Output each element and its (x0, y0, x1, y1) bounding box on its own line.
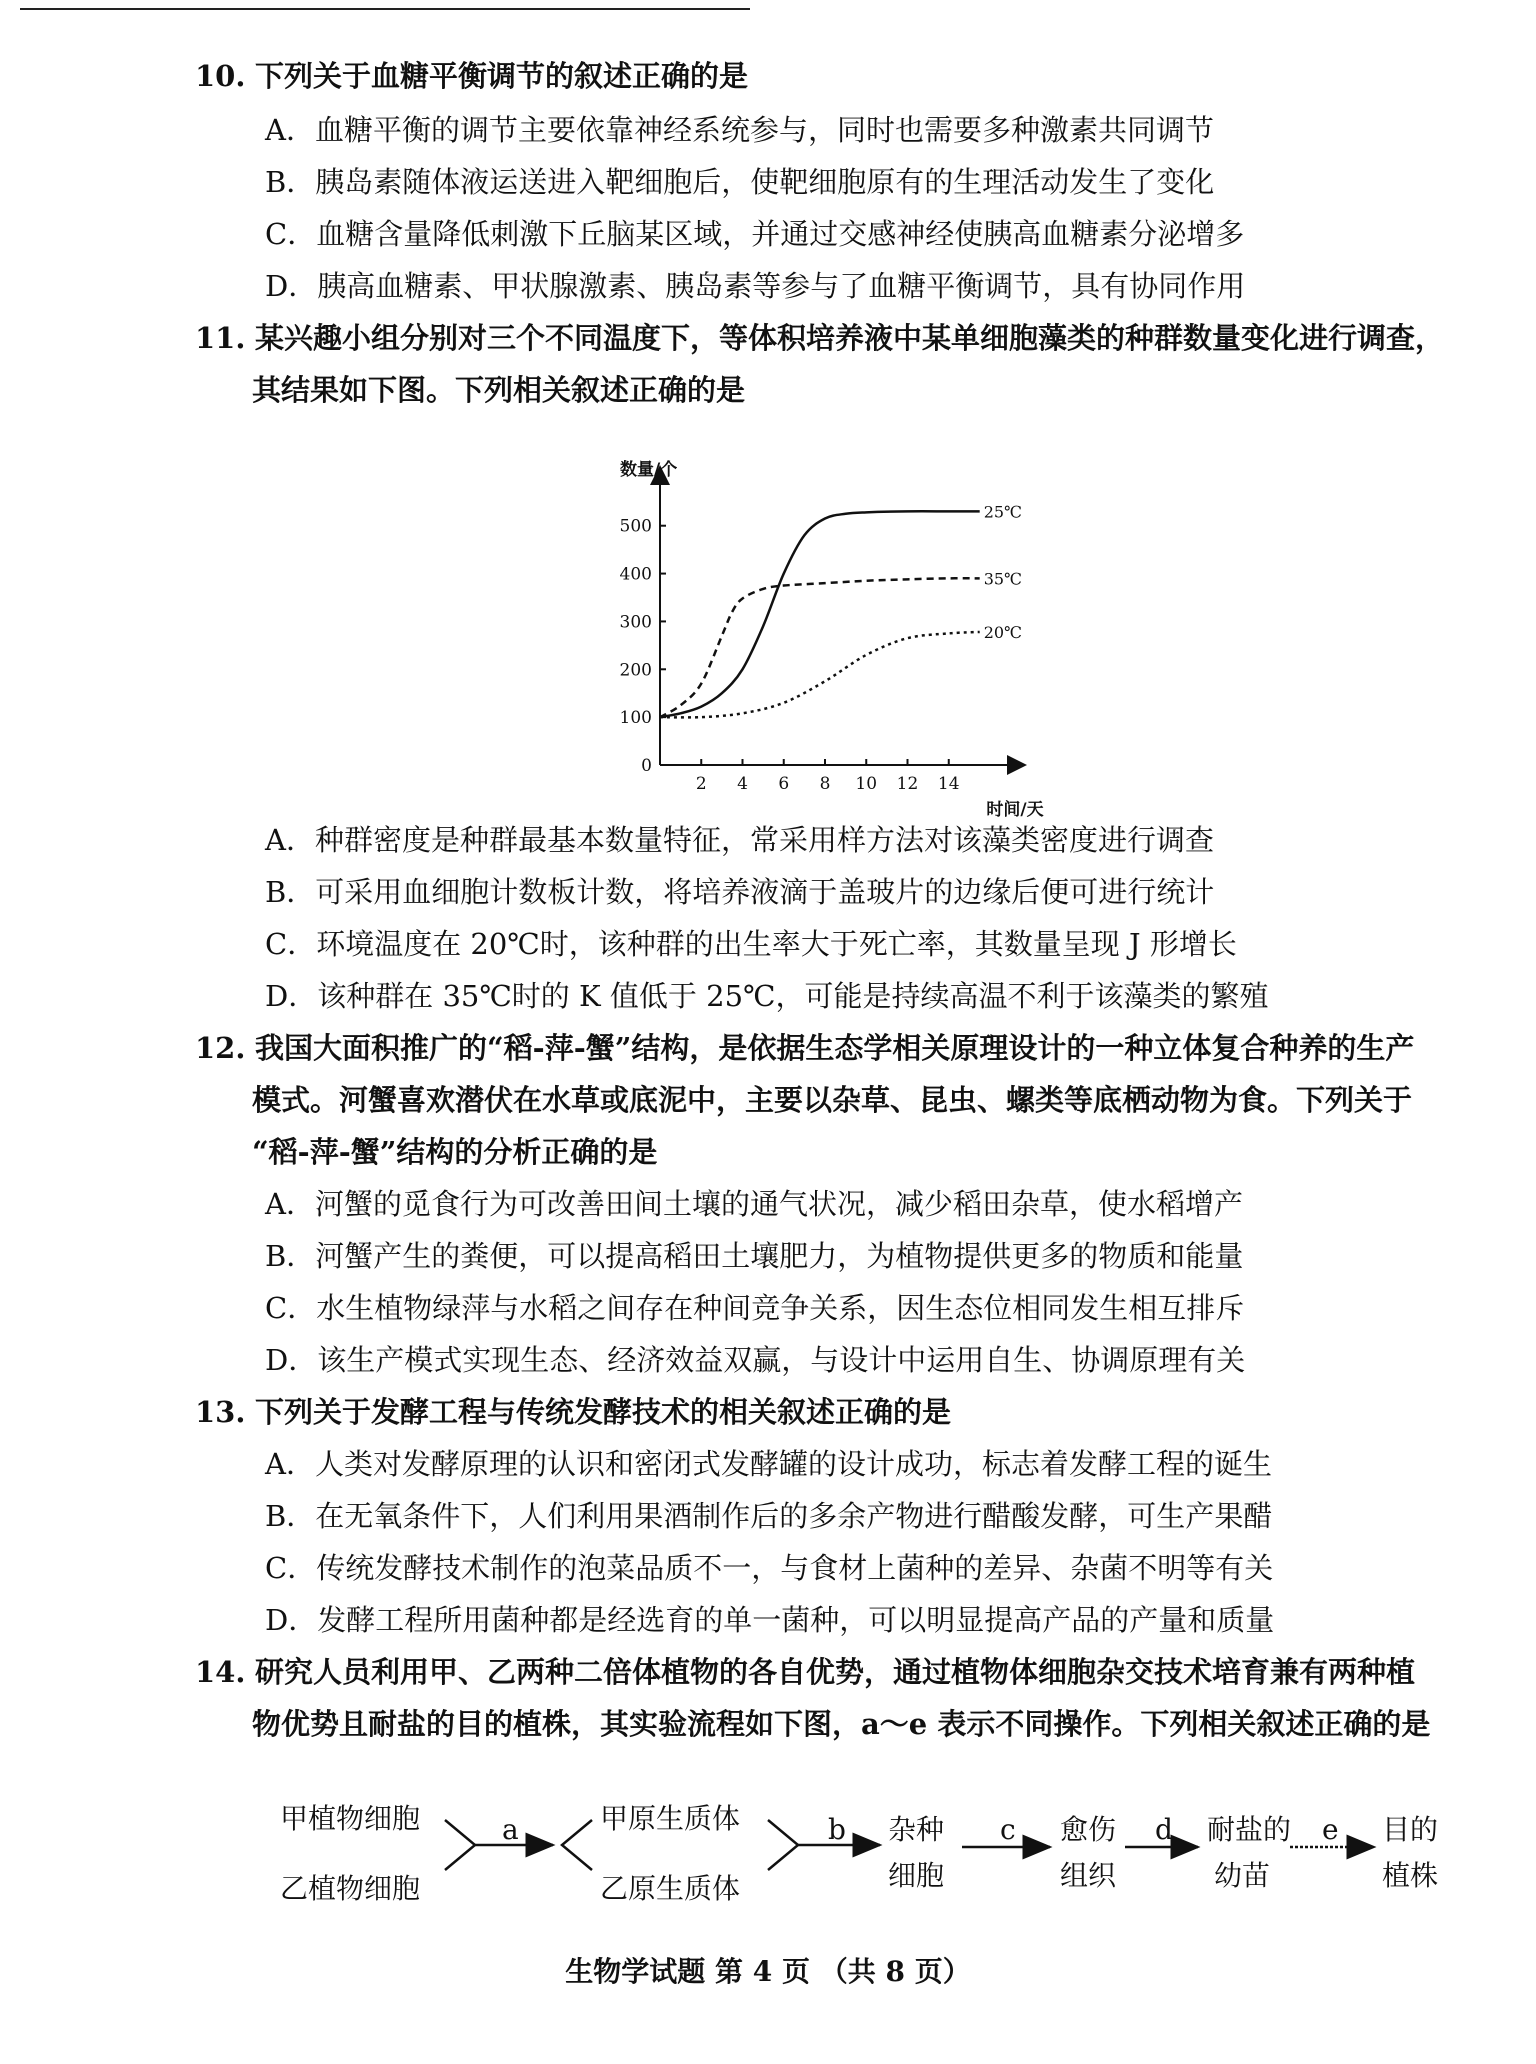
q12-stem-line1: 我国大面积推广的“稻-萍-蟹”结构，是依据生态学相关原理设计的一种立体复合种养的生产 (255, 1031, 1415, 1065)
cell-a-label: 甲植物细胞 (280, 1802, 421, 1835)
fusion-flowchart-svg (270, 1795, 1439, 1925)
q13-option-b: B．在无氧条件下，人们利用果酒制作后的多余产物进行醋酸发酵，可生产果醋 (265, 1499, 1273, 1533)
q12-number: 12. (195, 1031, 246, 1065)
q11-option-d: D．该种群在 35℃时的 K 值低于 25℃，可能是持续高温不利于该藻类的繁殖 (265, 979, 1269, 1013)
y-tick-label: 200 (619, 660, 652, 681)
q13-option-c: C．传统发酵技术制作的泡菜品质不一，与食材上菌种的差异、杂菌不明等有关 (265, 1551, 1274, 1585)
q10-number: 10. (195, 59, 246, 93)
y-tick-label: 400 (619, 564, 652, 585)
x-tick-label: 4 (737, 774, 748, 794)
q11-number: 11. (195, 321, 246, 355)
series-line-25℃ (660, 511, 980, 717)
x-tick-label: 12 (896, 774, 919, 794)
y-axis-label: 数量/个 (620, 460, 678, 480)
q12-option-d: D．该生产模式实现生态、经济效益双赢，与设计中运用自生、协调原理有关 (265, 1343, 1246, 1377)
q10-option-d: D．胰高血糖素、甲状腺激素、胰岛素等参与了血糖平衡调节，具有协同作用 (265, 269, 1246, 303)
q10-option-b: B．胰岛素随体液运送进入靶细胞后，使靶细胞原有的生理活动发生了变化 (265, 165, 1215, 199)
target-plant-label-2: 植株 (1382, 1859, 1439, 1892)
step-b-label: b (828, 1813, 846, 1846)
population-chart (565, 460, 1065, 820)
fusion-flowchart (270, 1795, 1439, 1929)
q10-stem (195, 58, 748, 94)
q13-stem (195, 1394, 951, 1430)
cell-b-label: 乙植物细胞 (280, 1872, 421, 1905)
q14-stem-line2: 物优势且耐盐的目的植株，其实验流程如下图，a～e 表示不同操作。下列相关叙述正确的是 (252, 1707, 1431, 1741)
y-tick-label: 500 (619, 516, 652, 537)
step-d-label: d (1155, 1813, 1173, 1846)
protoplast-b-label: 乙原生质体 (600, 1872, 741, 1905)
q12-option-c: C．水生植物绿萍与水稻之间存在种间竞争关系，因生态位相同发生相互排斥 (265, 1291, 1245, 1325)
q12-option-a: A．河蟹的觅食行为可改善田间土壤的通气状况，减少稻田杂草，使水稻增产 (265, 1187, 1243, 1221)
split-bracket (562, 1820, 592, 1870)
q10-option-c: C．血糖含量降低刺激下丘脑某区域，并通过交感神经使胰高血糖素分泌增多 (265, 217, 1245, 251)
callus-label-1: 愈伤 (1060, 1813, 1117, 1846)
step-e-label: e (1322, 1813, 1339, 1846)
q10-stem-text: 下列关于血糖平衡调节的叙述正确的是 (255, 59, 749, 93)
q12-stem-line3: “稻-萍-蟹”结构的分析正确的是 (252, 1135, 658, 1169)
y-tick-label: 100 (619, 708, 652, 729)
merge-bracket-2 (768, 1820, 798, 1870)
seedling-label-1: 耐盐的 (1207, 1813, 1292, 1846)
q11-stem-line2: 其结果如下图。下列相关叙述正确的是 (252, 373, 746, 407)
hybrid-cell-label-1: 杂种 (888, 1813, 945, 1846)
q13-stem-text: 下列关于发酵工程与传统发酵技术的相关叙述正确的是 (255, 1395, 952, 1429)
q14-number: 14. (195, 1655, 246, 1689)
series-label-20℃: 20℃ (983, 622, 1022, 642)
q13-option-a: A．人类对发酵原理的认识和密闭式发酵罐的设计成功，标志着发酵工程的诞生 (265, 1447, 1272, 1481)
q12-option-b: B．河蟹产生的粪便，可以提高稻田土壤肥力，为植物提供更多的物质和能量 (265, 1239, 1244, 1273)
q13-number: 13. (195, 1395, 246, 1429)
callus-label-2: 组织 (1060, 1859, 1117, 1892)
target-plant-label-1: 目的 (1382, 1813, 1439, 1846)
protoplast-a-label: 甲原生质体 (600, 1802, 741, 1835)
merge-bracket-1 (445, 1820, 475, 1870)
page-footer: 生物学试题 第 4 页 （共 8 页） (565, 1955, 971, 1988)
step-a-label: a (502, 1813, 519, 1846)
series-line-20℃ (660, 632, 980, 717)
q11-stem-line1: 某兴趣小组分别对三个不同温度下，等体积培养液中某单细胞藻类的种群数量变化进行调查， (255, 321, 1445, 355)
q14-stem (195, 1654, 1415, 1690)
series-label-25℃: 25℃ (983, 502, 1022, 522)
q11-option-a: A．种群密度是种群最基本数量特征，常采用样方法对该藻类密度进行调查 (265, 823, 1214, 857)
x-tick-label: 6 (778, 774, 790, 794)
step-c-label: c (1000, 1813, 1016, 1846)
x-tick-label: 14 (937, 774, 960, 794)
q11-option-c: C．环境温度在 20℃时，该种群的出生率大于死亡率，其数量呈现 J 形增长 (265, 927, 1237, 961)
top-rule (20, 8, 750, 10)
x-tick-label: 10 (855, 774, 878, 794)
y-tick-label: 300 (619, 612, 652, 633)
q14-stem-line1: 研究人员利用甲、乙两种二倍体植物的各自优势，通过植物体细胞杂交技术培育兼有两种植 (255, 1655, 1416, 1689)
q11-stem (195, 320, 1444, 356)
q13-option-d: D．发酵工程所用菌种都是经选育的单一菌种，可以明显提高产品的产量和质量 (265, 1603, 1275, 1637)
hybrid-cell-label-2: 细胞 (888, 1859, 945, 1892)
x-tick-label: 2 (695, 774, 707, 794)
q10-option-a: A．血糖平衡的调节主要依靠神经系统参与，同时也需要多种激素共同调节 (265, 113, 1214, 147)
q12-stem-line2: 模式。河蟹喜欢潜伏在水草或底泥中，主要以杂草、昆虫、螺类等底栖动物为食。下列关于 (252, 1083, 1413, 1117)
seedling-label-2: 幼苗 (1214, 1859, 1271, 1892)
q11-option-b: B．可采用血细胞计数板计数，将培养液滴于盖玻片的边缘后便可进行统计 (265, 875, 1215, 909)
q12-stem (195, 1030, 1414, 1066)
population-chart-svg (565, 460, 1065, 820)
y-tick-label: 0 (641, 756, 652, 776)
series-line-35℃ (660, 578, 980, 717)
x-axis-label: 时间/天 (986, 800, 1044, 820)
x-tick-label: 8 (819, 774, 831, 794)
series-label-35℃: 35℃ (983, 569, 1022, 589)
